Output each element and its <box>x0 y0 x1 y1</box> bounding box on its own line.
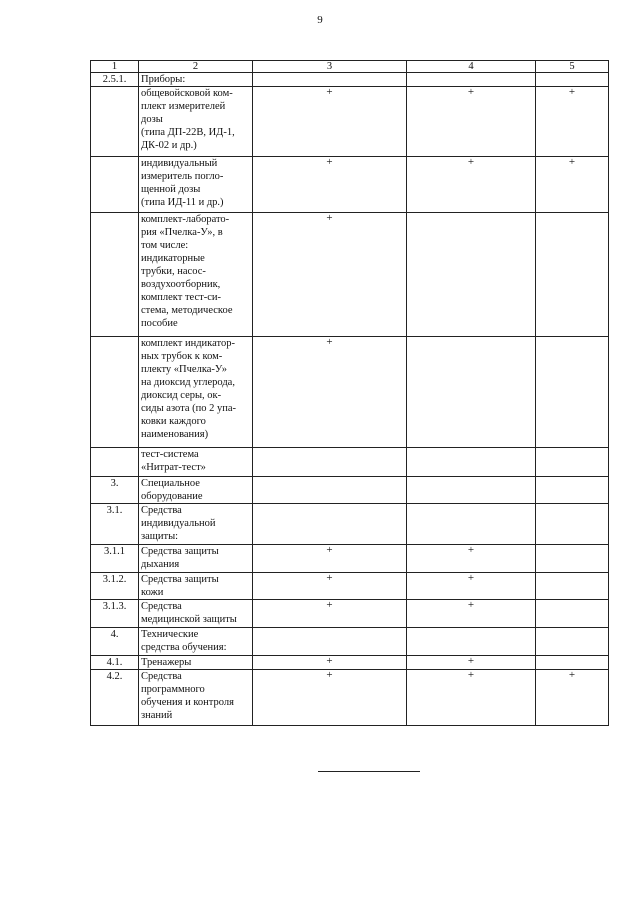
column-5-mark <box>536 600 609 628</box>
column-5-mark <box>536 213 609 337</box>
item-name-cell: Средства программного обучения и контроля знаний <box>139 670 253 726</box>
column-4-mark <box>407 337 536 448</box>
item-name-cell: Специальное оборудование <box>139 477 253 504</box>
table-row <box>91 448 609 477</box>
column-4-mark: + <box>407 157 536 213</box>
column-5-mark <box>536 573 609 600</box>
column-3-mark: + <box>253 656 407 670</box>
column-3-mark <box>253 628 407 656</box>
item-name-cell: Средства индивидуальной защиты: <box>139 504 253 545</box>
item-name-cell: комплект-лаборато- рия «Пчелка-У», в том числе: индикаторные трубки, насос- воздухоотборник, комплект тест-си- стема, методическое пособие <box>139 213 253 337</box>
column-5-mark <box>536 477 609 504</box>
column-3-mark: + <box>253 87 407 157</box>
table-row <box>91 504 609 545</box>
column-header-3: 3 <box>253 61 407 73</box>
column-4-mark: + <box>407 670 536 726</box>
column-3-mark: + <box>253 157 407 213</box>
column-4-mark: + <box>407 656 536 670</box>
row-number-cell <box>91 337 139 448</box>
row-number-cell: 3.1.2. <box>91 573 139 600</box>
item-name-cell: общевойсковой ком- плект измерителей дозы (типа ДП-22В, ИД-1, ДК-02 и др.) <box>139 87 253 157</box>
column-4-mark <box>407 448 536 477</box>
column-5-mark <box>536 504 609 545</box>
column-4-mark <box>407 73 536 87</box>
column-3-mark <box>253 504 407 545</box>
column-3-mark <box>253 477 407 504</box>
column-3-mark: + <box>253 670 407 726</box>
table-row <box>91 656 609 670</box>
column-4-mark <box>407 504 536 545</box>
column-header-4: 4 <box>407 61 536 73</box>
column-3-mark <box>253 448 407 477</box>
column-4-mark: + <box>407 545 536 573</box>
row-number-cell: 4. <box>91 628 139 656</box>
column-4-mark <box>407 477 536 504</box>
row-number-cell: 4.2. <box>91 670 139 726</box>
row-number-cell: 2.5.1. <box>91 73 139 87</box>
closing-rule <box>318 771 420 772</box>
row-number-cell: 3. <box>91 477 139 504</box>
row-number-cell <box>91 448 139 477</box>
row-number-cell: 4.1. <box>91 656 139 670</box>
item-name-cell: комплект индикатор- ных трубок к ком- плекту «Пчелка-У» на диоксид углерода, диоксид серы, ок- сиды азота (по 2 упа- ковки каждого наименования) <box>139 337 253 448</box>
column-3-mark: + <box>253 545 407 573</box>
column-4-mark: + <box>407 87 536 157</box>
column-5-mark <box>536 628 609 656</box>
table-row <box>91 213 609 337</box>
item-name-cell: индивидуальный измеритель погло- щенной дозы (типа ИД-11 и др.) <box>139 157 253 213</box>
column-header-2: 2 <box>139 61 253 73</box>
row-number-cell: 3.1. <box>91 504 139 545</box>
column-5-mark: + <box>536 157 609 213</box>
row-number-cell: 3.1.3. <box>91 600 139 628</box>
column-header-1: 1 <box>91 61 139 73</box>
table-row <box>91 573 609 600</box>
item-name-cell: тест-система «Нитрат-тест» <box>139 448 253 477</box>
item-name-cell: Средства защиты кожи <box>139 573 253 600</box>
table-row <box>91 545 609 573</box>
equipment-table <box>90 60 609 726</box>
column-5-mark: + <box>536 670 609 726</box>
table-row <box>91 600 609 628</box>
column-5-mark <box>536 73 609 87</box>
item-name-cell: Приборы: <box>139 73 253 87</box>
row-number-cell: 3.1.1 <box>91 545 139 573</box>
column-4-mark: + <box>407 573 536 600</box>
column-4-mark: + <box>407 600 536 628</box>
table-row <box>91 628 609 656</box>
column-3-mark: + <box>253 337 407 448</box>
table-row <box>91 670 609 726</box>
table-row <box>91 337 609 448</box>
column-3-mark <box>253 73 407 87</box>
row-number-cell <box>91 213 139 337</box>
column-3-mark: + <box>253 600 407 628</box>
column-5-mark <box>536 656 609 670</box>
table-row <box>91 157 609 213</box>
column-header-5: 5 <box>536 61 609 73</box>
table-row <box>91 477 609 504</box>
row-number-cell <box>91 87 139 157</box>
row-number-cell <box>91 157 139 213</box>
item-name-cell: Средства медицинской защиты <box>139 600 253 628</box>
column-5-mark <box>536 337 609 448</box>
table-row <box>91 87 609 157</box>
table-row <box>91 73 609 87</box>
column-4-mark <box>407 628 536 656</box>
column-5-mark: + <box>536 87 609 157</box>
item-name-cell: Тренажеры <box>139 656 253 670</box>
table-header-row <box>91 61 609 73</box>
item-name-cell: Средства защиты дыхания <box>139 545 253 573</box>
column-3-mark: + <box>253 573 407 600</box>
column-5-mark <box>536 545 609 573</box>
item-name-cell: Технические средства обучения: <box>139 628 253 656</box>
column-5-mark <box>536 448 609 477</box>
column-4-mark <box>407 213 536 337</box>
column-3-mark: + <box>253 213 407 337</box>
page-number: 9 <box>317 14 323 26</box>
